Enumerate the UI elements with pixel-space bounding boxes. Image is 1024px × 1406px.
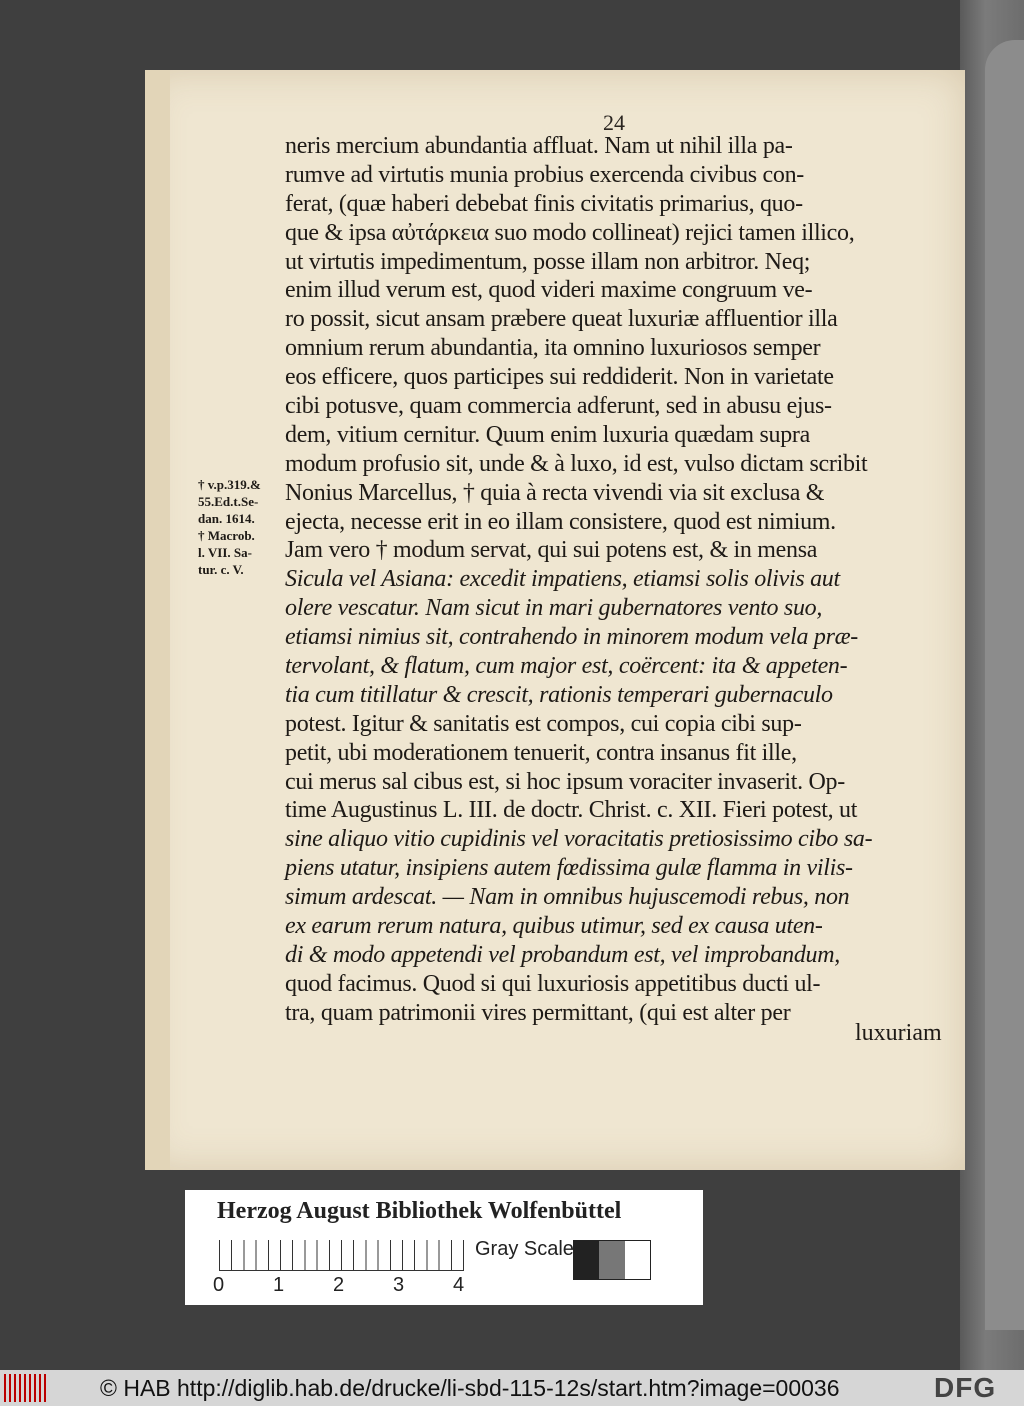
text-line: modum profusio sit, unde & à luxo, id est, vulso dictam scribit bbox=[285, 450, 868, 477]
color-scale-card bbox=[185, 1190, 703, 1305]
dfg-logo: DFG bbox=[934, 1372, 997, 1403]
adjacent-page-edge bbox=[985, 40, 1024, 1330]
ruler-number: 2 bbox=[333, 1274, 345, 1296]
text-line: olere vescatur. Nam sicut in mari gubernatores vento suo, bbox=[285, 595, 823, 622]
source-url[interactable]: © HAB http://diglib.hab.de/drucke/li-sbd-115-12s/start.htm?image=00036 bbox=[100, 1375, 840, 1401]
text-line: ejecta, necesse erit in eo illam consistere, quod est nimium. bbox=[285, 508, 836, 535]
ruler-number: 0 bbox=[213, 1274, 225, 1296]
text-line: cui merus sal cibus est, si hoc ipsum voraciter invaserit. Op- bbox=[285, 768, 845, 795]
text-line: que & ipsa αὐτάρκεια suo modo collineat) rejici tamen illico, bbox=[285, 219, 855, 246]
ruler-number: 4 bbox=[453, 1274, 465, 1296]
ruler-number: 3 bbox=[393, 1274, 405, 1296]
text-line: quod facimus. Quod si qui luxuriosis appetitibus ducti ul- bbox=[285, 970, 821, 997]
gray-swatch bbox=[574, 1241, 599, 1279]
catchword: luxuriam bbox=[855, 1020, 942, 1046]
margin-note-line: tur. c. V. bbox=[198, 562, 244, 577]
text-line: Nonius Marcellus, † quia à recta vivendi via sit exclusa & bbox=[285, 479, 825, 506]
text-line: petit, ubi moderationem tenuerit, contra insanus fit ille, bbox=[285, 739, 797, 766]
text-line: tia cum titillatur & crescit, rationis temperari gubernaculo bbox=[285, 681, 833, 708]
text-line: ut virtutis impedimentum, posse illam non arbitror. Neq; bbox=[285, 248, 811, 275]
page-number: 24 bbox=[603, 110, 625, 135]
text-line: cibi potusve, quam commercia adferunt, sed in abusu ejus- bbox=[285, 393, 832, 420]
margin-note-line: † Macrob. bbox=[198, 528, 255, 543]
text-line: omnium rerum abundantia, ita omnino luxuriosos semper bbox=[285, 335, 821, 362]
text-line: rumve ad virtutis munia probius exercenda civibus con- bbox=[285, 161, 804, 188]
text-line: ferat, (quæ haberi debebat finis civitatis primarius, quo- bbox=[285, 190, 803, 217]
text-line: di & modo appetendi vel probandum est, vel improbandum, bbox=[285, 941, 840, 968]
gray-swatch bbox=[599, 1241, 624, 1279]
gray-scale-label: Gray Scale bbox=[475, 1238, 574, 1260]
text-line: piens utatur, insipiens autem fœdissima gulæ flamma in vilis- bbox=[285, 855, 853, 882]
text-line: dem, vitium cernitur. Quum enim luxuria quædam supra bbox=[285, 421, 810, 448]
text-line: Jam vero † modum servat, qui sui potens est, & in mensa bbox=[285, 537, 818, 564]
margin-note-line: 55.Ed.t.Se- bbox=[198, 494, 259, 509]
gray-scale-swatches bbox=[573, 1240, 651, 1280]
library-name: Herzog August Bibliothek Wolfenbüttel bbox=[217, 1198, 622, 1224]
text-line: Sicula vel Asiana: excedit impatiens, etiamsi solis olivis aut bbox=[285, 566, 840, 593]
text-line: ex earum rerum natura, quibus utimur, sed ex causa uten- bbox=[285, 913, 823, 940]
text-line: etiamsi nimius sit, contrahendo in minorem modum vela præ- bbox=[285, 624, 859, 651]
body-text bbox=[285, 132, 965, 1028]
gray-swatch bbox=[625, 1241, 650, 1279]
hab-logo-icon bbox=[4, 1374, 48, 1402]
text-line: eos efficere, quos participes sui reddiderit. Non in varietate bbox=[285, 364, 834, 391]
text-line: tra, quam patrimonii vires permittant, (qui est alter per bbox=[285, 999, 791, 1026]
text-line: neris mercium abundantia affluat. Nam ut nihil illa pa- bbox=[285, 133, 793, 159]
margin-notes bbox=[198, 476, 293, 578]
text-line: ro possit, sicut ansam præbere queat luxuriæ affluentior illa bbox=[285, 306, 838, 333]
page-gutter bbox=[145, 70, 170, 1170]
text-line: enim illud verum est, quod videri maxime congruum ve- bbox=[285, 277, 813, 304]
text-line: potest. Igitur & sanitatis est compos, cui copia cibi sup- bbox=[285, 710, 802, 737]
text-line: sine aliquo vitio cupidinis vel voracitatis pretiosissimo cibo sa- bbox=[285, 826, 873, 853]
text-line: tervolant, & flatum, cum major est, coërcent: ita & appeten- bbox=[285, 653, 848, 680]
margin-note-line: l. VII. Sa- bbox=[198, 545, 252, 560]
margin-note-line: † v.p.319.& bbox=[198, 477, 261, 492]
ruler-number: 1 bbox=[273, 1274, 285, 1296]
ruler bbox=[219, 1240, 464, 1271]
text-line: time Augustinus L. III. de doctr. Christ. c. XII. Fieri potest, ut bbox=[285, 797, 858, 824]
footer-bar bbox=[0, 1370, 1024, 1406]
text-line: simum ardescat. — Nam in omnibus hujuscemodi rebus, non bbox=[285, 884, 850, 911]
margin-note-line: dan. 1614. bbox=[198, 511, 255, 526]
